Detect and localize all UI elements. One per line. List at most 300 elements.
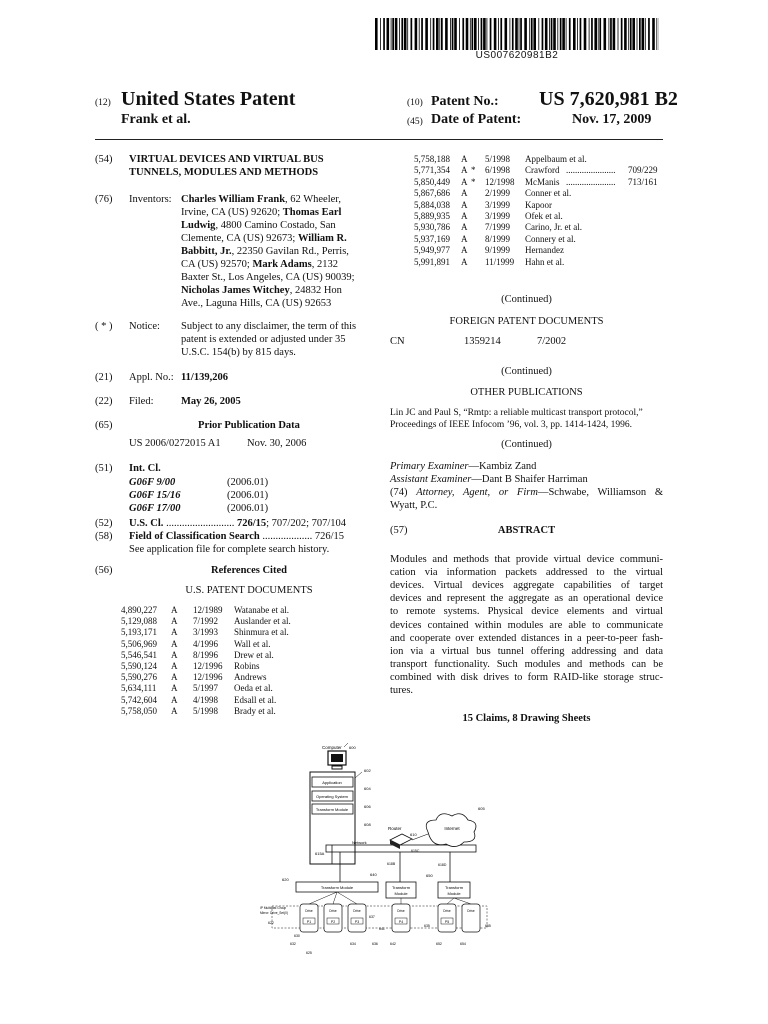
field-line: Field of Classification Search ................... 726/15 xyxy=(129,531,345,542)
fig-ref-654: 654 xyxy=(460,942,466,946)
inventors-line: Charles William Frank, 62 Wheeler, xyxy=(181,194,341,205)
barcode-bar xyxy=(399,18,400,50)
inventors-code: (76) xyxy=(95,194,113,205)
fig-label-tm2: Transform Module xyxy=(320,885,354,890)
barcode-bar xyxy=(599,18,601,50)
reference-date: 3/1999 xyxy=(485,211,511,221)
reference-kind: A xyxy=(171,694,178,705)
fig-label-os: Operating System xyxy=(315,794,349,799)
barcode-bar xyxy=(375,18,378,50)
barcode-bar xyxy=(454,18,457,50)
barcode-bar xyxy=(472,18,474,50)
intcl-code: (51) xyxy=(95,463,113,474)
reference-num: 5,930,786 xyxy=(414,222,450,233)
barcode-bar xyxy=(419,18,420,50)
fig-ref-630: 630 xyxy=(294,934,300,938)
abstract-line: ion via a virtual bus tunnel offering addressing and data xyxy=(390,645,663,657)
fig-ref-618b: 618B xyxy=(387,862,396,866)
fig-ref-642: 642 xyxy=(390,942,396,946)
reference-date: 5/1997 xyxy=(193,683,219,694)
prior-code: (65) xyxy=(95,420,113,431)
reference-name: Crawford xyxy=(525,165,560,176)
abstract-line: transport functionality. Such modules and methods can be xyxy=(390,658,663,670)
reference-name: Shinmura et al. xyxy=(234,627,289,638)
reference-date: 8/1999 xyxy=(485,233,511,244)
abstract-line: to remote systems. Physical device elements and virtual xyxy=(390,606,663,618)
barcode-bar xyxy=(591,18,593,50)
barcode-bar xyxy=(490,18,492,50)
reference-class: 709/229 xyxy=(628,165,658,176)
reference-kind: A xyxy=(171,661,178,671)
inventors-list xyxy=(181,193,381,310)
barcode-bar xyxy=(462,18,464,50)
barcode-bar xyxy=(545,18,548,50)
us-docs-heading: U.S. PATENT DOCUMENTS xyxy=(185,585,313,596)
reference-class: 713/161 xyxy=(628,176,658,187)
barcode-bar xyxy=(512,18,514,50)
barcode-bar xyxy=(560,18,562,50)
reference-date: 12/1998 xyxy=(485,176,515,187)
barcode-bar xyxy=(553,18,556,50)
intcl-version: (2006.01) xyxy=(227,477,269,488)
barcode-bar xyxy=(594,18,597,50)
reference-name: Carino, Jr. et al. xyxy=(525,222,582,233)
reference-name: Wall et al. xyxy=(234,638,271,649)
fig-ref-622: 622 xyxy=(268,921,274,925)
fig-label-mirror: Mirror: Drive_Set(0) xyxy=(260,911,288,915)
foreign-number: 1359214 xyxy=(464,336,501,347)
patent-no-code: (10) xyxy=(407,98,423,108)
fig-label-tm3a: Transform xyxy=(391,885,411,890)
reference-star: * xyxy=(471,176,476,187)
barcode-bar xyxy=(498,18,499,50)
barcode-bar xyxy=(573,18,576,50)
attorney-line-2: Wyatt, P.C. xyxy=(390,500,438,511)
barcode-bar xyxy=(391,18,392,50)
inventors-line: Nicholas James Witchey, 24832 Hon xyxy=(181,285,342,296)
barcode-bar xyxy=(551,18,553,50)
foreign-heading: FOREIGN PATENT DOCUMENTS xyxy=(449,316,604,327)
barcode-bar xyxy=(656,18,657,50)
uscl-line: U.S. Cl. .......................... 726/15; 707/202; 707/104 xyxy=(129,518,347,529)
barcode-bar xyxy=(478,18,479,50)
fig-ref-635: 635 xyxy=(424,924,430,928)
attorney-line-1: (74) Attorney, Agent, or Firm—Schwabe, Williamson & xyxy=(390,487,663,498)
barcode-bar xyxy=(566,18,567,50)
fig-label-tm3b-2: Module xyxy=(447,891,461,896)
fig-ref-600: 600 xyxy=(349,745,356,750)
drive-link xyxy=(333,892,337,904)
reference-name: Hahn et al. xyxy=(525,256,565,267)
reference-num: 4,890,227 xyxy=(121,605,157,615)
barcode-bar xyxy=(515,18,518,50)
reference-kind: A xyxy=(461,233,468,244)
barcode-bar xyxy=(642,18,645,50)
kind-code: (12) xyxy=(95,98,111,108)
reference-name: Robins xyxy=(234,661,260,671)
inventors-label: Inventors: xyxy=(129,194,172,205)
fig-ref-602: 602 xyxy=(364,768,371,773)
inventors-line: CA (US) 92570; Mark Adams, 2132 xyxy=(181,259,338,270)
abstract-line: Modules and methods that provide virtual device communi- xyxy=(390,554,663,565)
barcode-bar xyxy=(628,18,629,50)
reference-date: 12/1996 xyxy=(193,661,223,671)
continued-3: (Continued) xyxy=(501,439,552,450)
assistant-examiner: Assistant Examiner—Dant B Shaifer Harriman xyxy=(390,474,588,485)
inventors-line: Clemente, CA (US) 92673; William R. xyxy=(181,233,347,244)
notice-code: ( * ) xyxy=(95,321,113,332)
barcode-bar xyxy=(562,18,565,50)
reference-kind: A xyxy=(461,154,468,164)
reference-name: Connery et al. xyxy=(525,233,576,244)
other-publications-heading: OTHER PUBLICATIONS xyxy=(470,387,583,398)
barcode-bar xyxy=(520,18,522,50)
field-code: (58) xyxy=(95,531,113,542)
barcode-bar xyxy=(392,18,394,50)
continued-2: (Continued) xyxy=(501,366,552,377)
reference-kind: A xyxy=(171,638,178,649)
fig-ref-604: 604 xyxy=(364,786,371,791)
barcode-bar xyxy=(401,18,403,50)
prior-heading: Prior Publication Data xyxy=(198,420,300,431)
reference-name: Watanabe et al. xyxy=(234,605,289,615)
barcode-bar xyxy=(624,18,627,50)
barcode-bar xyxy=(380,18,381,50)
notice-line-1: Subject to any disclaimer, the term of this xyxy=(181,321,357,332)
patent-title-line-1: VIRTUAL DEVICES AND VIRTUAL BUS xyxy=(129,154,324,165)
barcode-bar xyxy=(407,18,408,50)
reference-date: 2/1999 xyxy=(485,188,511,199)
refs-heading: References Cited xyxy=(211,565,287,576)
barcode-bar xyxy=(439,18,440,50)
drive-link xyxy=(447,898,454,904)
abstract-line: combined with disk drives to form RAID-like storage struc- xyxy=(390,671,663,683)
reference-name: Andrews xyxy=(234,672,267,683)
reference-dots: ...................... xyxy=(566,165,616,176)
barcode-bar xyxy=(459,18,460,50)
reference-name: Brady et al. xyxy=(234,705,276,716)
other-publication-line-2: Proceedings of IEEE Infocom ’96, vol. 3, pp. 1414-1424, 1996. xyxy=(390,420,632,430)
barcode-bar xyxy=(637,18,638,50)
barcode-bar xyxy=(425,18,428,50)
barcode-bar xyxy=(613,18,616,50)
reference-name: Ofek et al. xyxy=(525,211,563,221)
reference-date: 7/1992 xyxy=(193,616,219,627)
abstract-line: and cooperate over extended distances in a peer-to-peer fash- xyxy=(390,632,663,644)
patent-number: US 7,620,981 B2 xyxy=(539,88,678,110)
reference-date: 5/1998 xyxy=(193,705,219,716)
barcode-bar xyxy=(450,18,451,50)
representative-drawing xyxy=(260,740,510,960)
reference-kind: A xyxy=(461,165,468,176)
reference-name: Conner et al. xyxy=(525,188,572,199)
fig-ref-606: 606 xyxy=(364,804,371,809)
intcl-label: Int. Cl. xyxy=(129,463,161,474)
reference-kind: A xyxy=(461,222,468,233)
barcode-bar xyxy=(618,18,619,50)
barcode-bar xyxy=(604,18,607,50)
notice-line-2: patent is extended or adjusted under 35 xyxy=(181,334,346,345)
barcode-bar xyxy=(404,18,407,50)
reference-kind: A xyxy=(461,211,468,221)
intcl-version: (2006.01) xyxy=(227,503,269,514)
abstract-heading: ABSTRACT xyxy=(497,525,556,536)
barcode-bar xyxy=(474,18,477,50)
barcode-number: US007620981B2 xyxy=(475,50,559,61)
disk-drive-label: Drive xyxy=(443,909,451,913)
drive-link xyxy=(454,898,471,904)
barcode-bar xyxy=(630,18,632,50)
fig-ref-625: 625 xyxy=(306,951,312,955)
reference-date: 12/1996 xyxy=(193,672,223,683)
reference-date: 9/1999 xyxy=(485,245,511,256)
barcode-bar xyxy=(487,18,488,50)
fig-ref-632: 632 xyxy=(290,942,296,946)
reference-kind: A xyxy=(171,649,178,660)
barcode-bar xyxy=(557,18,558,50)
barcode-bar xyxy=(524,18,527,50)
fig-ref-620: 620 xyxy=(282,877,289,882)
date-code: (45) xyxy=(407,117,423,127)
barcode-bar xyxy=(510,18,511,50)
reference-date: 4/1996 xyxy=(193,638,219,649)
barcode-bar xyxy=(387,18,390,50)
fig-label-router: Router xyxy=(388,826,402,831)
barcode-bar xyxy=(500,18,502,50)
reference-num: 5,546,541 xyxy=(121,649,157,660)
reference-num: 5,742,604 xyxy=(121,694,157,705)
computer-icon xyxy=(328,751,346,769)
fig-ref-605: 605 xyxy=(478,806,485,811)
appl-number: 11/139,206 xyxy=(181,372,228,383)
barcode-bar xyxy=(584,18,587,50)
fig-ref-641: 641 xyxy=(379,927,385,931)
appl-code: (21) xyxy=(95,372,113,383)
reference-name: Edsall et al. xyxy=(234,694,277,705)
disk-drive-label: Drive xyxy=(305,909,313,913)
reference-name: McManis xyxy=(525,176,560,187)
filed-date: May 26, 2005 xyxy=(181,396,241,407)
reference-name: Kapoor xyxy=(525,199,552,210)
other-publication-line-1: Lin JC and Paul S, “Rmtp: a reliable multicast transport protocol,” xyxy=(390,408,643,418)
reference-num: 5,949,977 xyxy=(414,245,450,256)
barcode-bar xyxy=(569,18,571,50)
reference-kind: A xyxy=(171,627,178,638)
barcode-bar xyxy=(577,18,578,50)
reference-date: 11/1999 xyxy=(485,256,515,267)
barcode-bar xyxy=(533,18,536,50)
partition-label: P3 xyxy=(354,920,360,924)
barcode-bar xyxy=(430,18,431,50)
abstract-line: devices and represent the aggregate as an operational device xyxy=(390,593,663,605)
barcode-bar xyxy=(542,18,544,50)
reference-name: Drew et al. xyxy=(234,649,274,660)
barcode-bar xyxy=(415,18,418,50)
reference-kind: A xyxy=(171,672,178,683)
barcode-bar xyxy=(436,18,439,50)
partition-label: P4 xyxy=(398,920,404,924)
fig-ref-640: 640 xyxy=(370,872,377,877)
reference-name: Appelbaum et al. xyxy=(525,154,587,164)
appl-label: Appl. No.: xyxy=(129,372,174,383)
fig-label-tm3b: Module xyxy=(394,891,408,896)
drive-link xyxy=(337,892,357,904)
fig-label-application: Application xyxy=(322,780,342,785)
fig-label-internet: Internet xyxy=(444,826,460,831)
barcode-bar xyxy=(383,18,385,50)
reference-kind: A xyxy=(171,683,178,694)
barcode-bar xyxy=(445,18,448,50)
reference-kind: A xyxy=(171,605,178,615)
field-note: See application file for complete search history. xyxy=(129,544,330,555)
reference-date: 3/1993 xyxy=(193,627,219,638)
barcode-bar xyxy=(519,18,520,50)
continued-1: (Continued) xyxy=(501,294,552,305)
partition-label: P5 xyxy=(444,920,450,924)
reference-date: 8/1996 xyxy=(193,649,219,660)
fig-label-tm3a-2: Transform xyxy=(444,885,464,890)
intcl-class: G06F 15/16 xyxy=(129,490,181,501)
notice-label: Notice: xyxy=(129,321,160,332)
barcode-bar xyxy=(645,18,646,50)
uscl-code: (52) xyxy=(95,518,113,529)
inventors-line: Irvine, CA (US) 92620; Thomas Earl xyxy=(181,207,342,218)
barcode-bar xyxy=(466,18,469,50)
foreign-country: CN xyxy=(390,336,405,347)
reference-num: 5,634,111 xyxy=(121,683,157,694)
patent-title-line-2: TUNNELS, MODULES AND METHODS xyxy=(129,167,319,178)
barcode-bar xyxy=(529,18,530,50)
prior-pub: US 2006/0272015 A1 xyxy=(129,438,221,449)
reference-num: 5,867,686 xyxy=(414,188,450,199)
barcode-bar xyxy=(639,18,641,50)
foreign-date: 7/2002 xyxy=(537,336,567,347)
reference-kind: A xyxy=(461,256,468,267)
claims-summary: 15 Claims, 8 Drawing Sheets xyxy=(462,713,591,724)
reference-num: 5,590,276 xyxy=(121,672,157,683)
inventors-line: Babbitt, Jr., 22350 Gavilan Rd., Perris, xyxy=(181,246,349,257)
reference-num: 5,850,449 xyxy=(414,176,450,187)
abstract-line: cation via information packets addressed to the virtual xyxy=(390,567,663,579)
inventors-short: Frank et al. xyxy=(121,112,191,127)
barcode-bar xyxy=(598,18,599,50)
barcode-bar xyxy=(609,18,610,50)
reference-kind: A xyxy=(171,705,178,716)
reference-num: 5,991,891 xyxy=(414,256,450,267)
reference-date: 12/1989 xyxy=(193,605,223,615)
abstract-line: devices contained within modules are able to communicate xyxy=(390,619,663,631)
partition-label: P1 xyxy=(306,920,312,924)
reference-num: 5,758,188 xyxy=(414,154,450,164)
disk-drive-label: Drive xyxy=(467,909,475,913)
barcode-bar xyxy=(483,18,486,50)
reference-date: 6/1998 xyxy=(485,165,511,176)
primary-examiner: Primary Examiner—Kambiz Zand xyxy=(390,461,537,472)
reference-num: 5,937,169 xyxy=(414,233,450,244)
fig-ref-608: 608 xyxy=(364,822,371,827)
reference-star: * xyxy=(471,165,476,176)
fig-ref-650: 650 xyxy=(426,873,433,878)
intcl-class: G06F 17/00 xyxy=(129,503,181,514)
barcode-bar xyxy=(470,18,471,50)
barcode-bar xyxy=(610,18,612,50)
fig-ref-652: 652 xyxy=(436,942,442,946)
abstract-line: devices. Virtual devices aggregate capabilities of target xyxy=(390,580,663,592)
barcode-bar xyxy=(395,18,398,50)
barcode-bar xyxy=(538,18,539,50)
barcode-bar xyxy=(632,18,635,50)
barcode-bar xyxy=(580,18,582,50)
abstract-line: tures. xyxy=(390,685,414,696)
prior-date: Nov. 30, 2006 xyxy=(247,438,307,449)
fig-ref-655: 655 xyxy=(485,924,491,928)
reference-num: 5,129,088 xyxy=(121,616,157,627)
router-icon xyxy=(390,834,412,849)
reference-name: Oeda et al. xyxy=(234,683,273,694)
barcode-bar xyxy=(589,18,590,50)
reference-num: 5,889,935 xyxy=(414,211,450,221)
fig-label-multicast: IP Multicast Group xyxy=(260,906,287,910)
barcode-bar xyxy=(421,18,423,50)
fig-label-network: Network xyxy=(352,840,367,845)
intcl-class: G06F 9/00 xyxy=(129,477,176,488)
reference-num: 5,193,171 xyxy=(121,627,157,638)
barcode-bar xyxy=(549,18,550,50)
reference-kind: A xyxy=(461,199,468,210)
filed-label: Filed: xyxy=(129,396,154,407)
filed-code: (22) xyxy=(95,396,113,407)
reference-date: 5/1998 xyxy=(485,154,511,164)
barcode-bar xyxy=(441,18,443,50)
fig-ref-618d: 618D xyxy=(438,863,447,867)
inventors-line: Ave., Laguna Hills, CA (US) 92653 xyxy=(181,298,332,309)
barcode-bar xyxy=(505,18,508,50)
fig-label-tm: Transform Module xyxy=(315,807,349,812)
reference-num: 5,758,050 xyxy=(121,705,157,716)
fig-ref-615a: 615A xyxy=(315,851,325,856)
barcode-bar xyxy=(648,18,650,50)
disk-drive-label: Drive xyxy=(397,909,405,913)
inventors-line: Ludwig, 4800 Camino Costado, San xyxy=(181,220,336,231)
notice-line-3: U.S.C. 154(b) by 815 days. xyxy=(181,347,296,358)
fig-label-computer: Computer xyxy=(322,745,342,750)
patent-title-heading: United States Patent xyxy=(121,88,296,110)
reference-date: 3/1999 xyxy=(485,199,511,210)
reference-num: 5,590,124 xyxy=(121,661,157,671)
barcode-bar xyxy=(481,18,483,50)
reference-date: 7/1999 xyxy=(485,222,511,233)
partition-label: P2 xyxy=(330,920,336,924)
drive-link xyxy=(309,892,337,904)
reference-kind: A xyxy=(171,616,178,627)
reference-name: Hernandez xyxy=(525,245,564,256)
refs-code: (56) xyxy=(95,565,113,576)
abstract-code: (57) xyxy=(390,525,408,536)
fig-ref-636: 636 xyxy=(372,942,378,946)
barcode-bar xyxy=(411,18,413,50)
reference-num: 5,771,354 xyxy=(414,165,450,176)
reference-kind: A xyxy=(461,188,468,199)
barcode-bar xyxy=(494,18,497,50)
reference-num: 5,506,969 xyxy=(121,638,157,649)
fig-ref-637: 637 xyxy=(369,915,375,919)
barcode-bar xyxy=(531,18,533,50)
reference-num: 5,884,038 xyxy=(414,199,450,210)
reference-date: 4/1998 xyxy=(193,694,219,705)
barcode-bar xyxy=(433,18,435,50)
barcode-bar xyxy=(621,18,623,50)
header-rule xyxy=(95,139,663,140)
